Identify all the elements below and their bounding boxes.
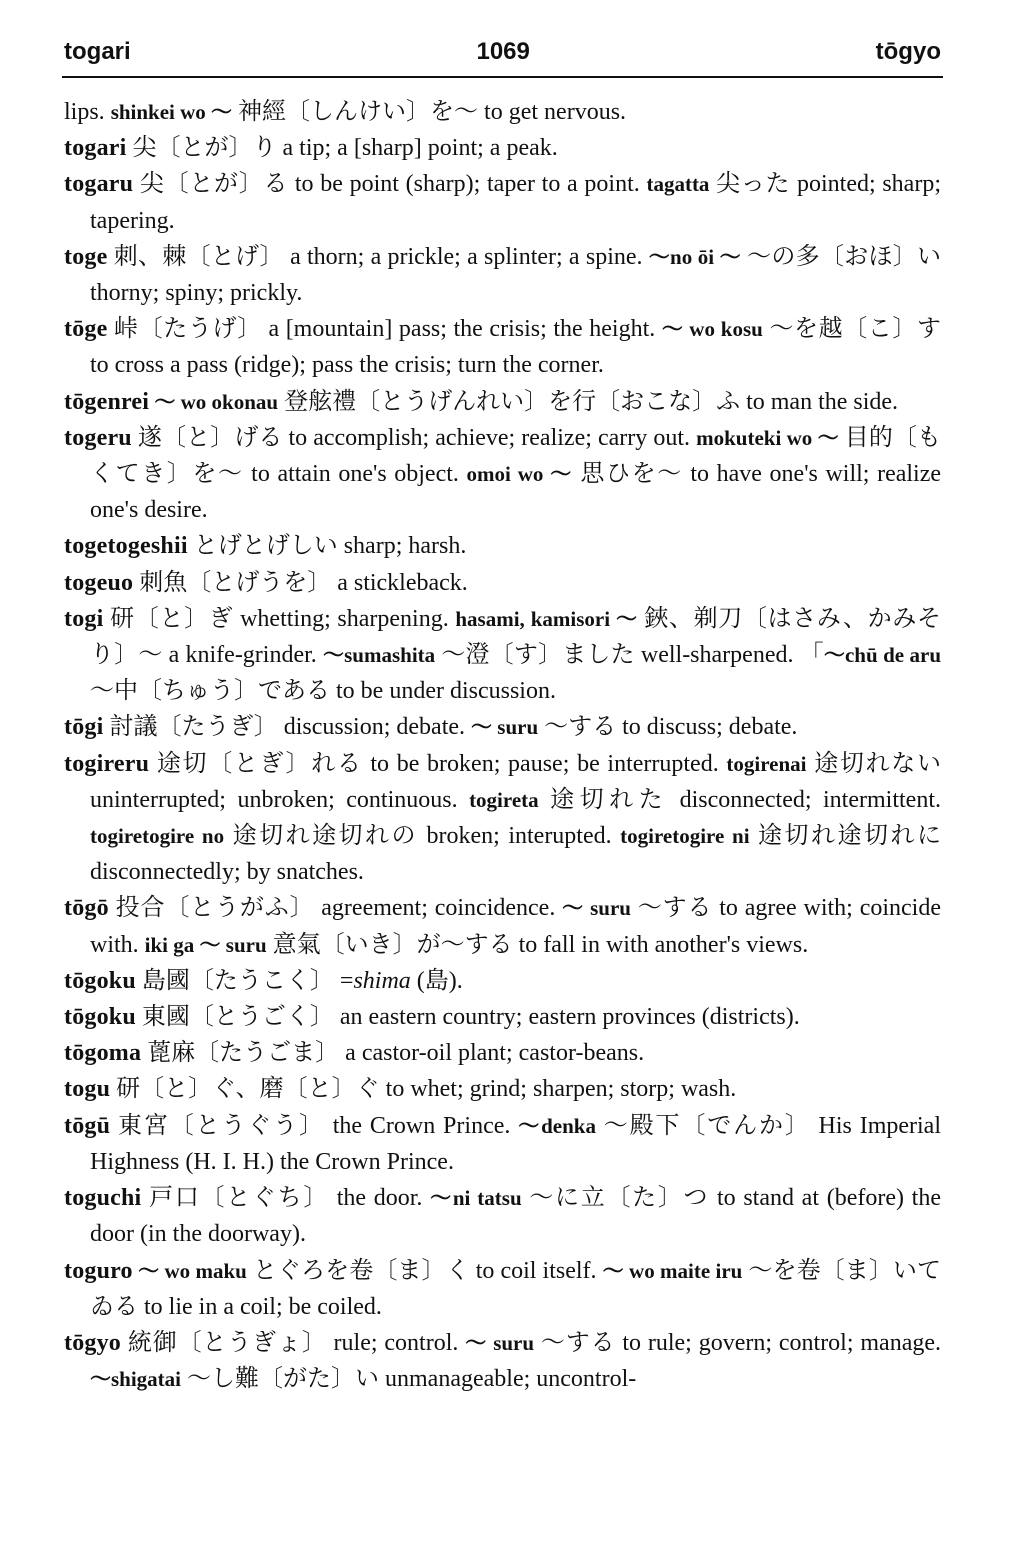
entry-phrase: ～no ōi ～ [648, 244, 741, 269]
entry-phrase: ～ wo okonau [149, 389, 279, 414]
entry-text: 東國〔とうごく〕 an eastern country; eastern provinces (districts). [135, 1004, 800, 1031]
dictionary-entry [64, 1108, 941, 1180]
entry-text: 討議〔たうぎ〕 discussion; debate. [103, 714, 472, 741]
dictionary-entry [64, 1253, 941, 1325]
entry-headword: tōgi [64, 714, 104, 741]
entry-text: 鋏、剃刀〔はさみ、かみそり〕～ a knife-grinder. [90, 605, 941, 669]
entry-text: 統御〔とうぎょ〕 rule; control. [121, 1329, 466, 1356]
entry-text: 蓖麻〔たうごま〕 a castor-oil plant; castor-beans. [141, 1040, 645, 1067]
entry-text: 峠〔たうげ〕 a [mountain] pass; the crisis; the height. [107, 316, 662, 343]
entry-headword: toguchi [64, 1185, 142, 1212]
entry-text: 研〔と〕ぎ whetting; sharpening. [103, 605, 456, 632]
entry-text: 投合〔とうがふ〕 agreement; coincidence. [108, 895, 563, 922]
entry-headword: togeru [64, 424, 132, 451]
entry-phrase: togireta [469, 787, 539, 812]
entry-phrase: ～ wo maku [132, 1258, 247, 1283]
entry-headword: tōgenrei [64, 388, 150, 415]
entry-headword: toguro [64, 1257, 133, 1284]
entry-text: 尖〔とが〕り a tip; a [sharp] point; a peak. [126, 135, 558, 162]
dictionary-entry [64, 1071, 941, 1107]
entry-text: ～に立〔た〕つ to stand at (before) the door (in the doorway). [90, 1185, 941, 1248]
page-number: 1069 [476, 38, 530, 65]
entry-text: ～を越〔こ〕す to cross a pass (ridge); pass the crisis; turn the corner. [90, 316, 941, 379]
entry-phrase: hasami, kamisori ～ [455, 606, 638, 631]
entry-text: とげとげしい sharp; harsh. [187, 533, 467, 560]
entry-phrase: togiretogire no [90, 824, 225, 849]
entry-text: 研〔と〕ぐ、磨〔と〕ぐ to whet; grind; sharpen; storp; wash. [110, 1076, 737, 1103]
entry-phrase: ～ni tatsu [430, 1186, 522, 1211]
entry-text: 途切れ途切れに disconnectedly; by snatches. [90, 823, 941, 886]
entry-headword: toge [64, 243, 108, 270]
entry-headword: tōge [64, 316, 108, 343]
entry-phrase: ～ suru [562, 896, 631, 921]
entry-headword: tōgoku [64, 1004, 136, 1031]
entry-phrase: ～ wo maite iru [602, 1258, 743, 1283]
entry-headword: togaru [64, 171, 134, 198]
entry-text: 途切れた disconnected; intermittent. [538, 786, 941, 813]
header-left-guide-word: togari [64, 38, 131, 65]
entry-phrase: ～shigatai [90, 1367, 182, 1392]
entry-headword: tōgū [64, 1112, 111, 1139]
entry-phrase: omoi wo ～ [466, 462, 573, 487]
entry-text: (島). [410, 967, 463, 994]
entry-text: ～の多〔おほ〕い thorny; spiny; prickly. [90, 243, 942, 307]
dictionary-entry [64, 709, 941, 745]
entry-text: 尖った pointed; sharp; tapering. [90, 171, 941, 234]
entry-text: 尖〔とが〕る to be point (sharp); taper to a point. [133, 171, 647, 198]
entry-text: ～澄〔す〕ました well-sharpened. 「 [435, 642, 824, 669]
entry-text: 途切れ途切れの broken; interupted. [224, 823, 621, 850]
entry-phrase: togirenai [726, 751, 807, 776]
dictionary-entry [64, 94, 941, 130]
entry-text: 途切〔とぎ〕れる to be broken; pause; be interrupted. [149, 750, 727, 777]
entry-text: 島國〔たうこく〕 = [135, 967, 354, 994]
dictionary-entry [64, 130, 941, 166]
entry-phrase: ～ suru [471, 715, 539, 740]
entry-text: ～する to rule; govern; control; manage. [534, 1329, 942, 1356]
entry-headword: togu [64, 1076, 111, 1103]
header-right-guide-word: tōgyo [875, 38, 941, 65]
entry-headword: tōgyo [64, 1329, 121, 1356]
entry-phrase: ～sumashita [322, 643, 436, 668]
entry-text: 東宮〔とうぐう〕 the Crown Prince. [110, 1112, 519, 1139]
entry-phrase: togiretogire ni [620, 824, 750, 849]
entry-text: とぐろを卷〔ま〕く to coil itself. [246, 1257, 603, 1284]
entry-crossref: shima [353, 967, 411, 994]
entry-text: 途切れない uninterrupted; unbroken; continuous. [90, 750, 941, 813]
entry-phrase: iki ga ～ suru [144, 932, 267, 957]
entry-text: ～中〔ちゅう〕である to be under discussion. [90, 678, 556, 705]
entry-phrase: ～chū de aru [823, 643, 942, 668]
entry-text: ～を卷〔ま〕いてゐる to lie in a coil; be coiled. [90, 1257, 941, 1320]
entry-text: 戸口〔とぐち〕 the door. [141, 1185, 431, 1212]
dictionary-entry [64, 1035, 941, 1071]
entry-headword: togari [64, 135, 127, 162]
entry-text: ～し難〔がた〕い unmanageable; uncontrol- [181, 1366, 637, 1393]
entry-text: 刺魚〔とげうを〕 a stickleback. [133, 569, 468, 596]
entry-text: 刺、棘〔とげ〕 a thorn; a prickle; a splinter; a spine. [107, 243, 649, 270]
entry-headword: togetogeshii [64, 533, 188, 560]
entry-phrase: mokuteki wo ～ [696, 425, 839, 450]
dictionary-entry [64, 420, 941, 529]
dictionary-entry [64, 890, 941, 962]
dictionary-entry [64, 384, 941, 420]
entry-text: 登舷禮〔とうげんれい〕を行〔おこな〕ふ to man the side. [278, 388, 899, 415]
entry-headword: togeuo [64, 569, 134, 596]
entry-text: lips. [64, 99, 111, 125]
dictionary-entry [64, 601, 941, 710]
dictionary-entry [64, 999, 941, 1035]
entry-text: 意氣〔いき〕が～する to fall in with another's views. [266, 931, 809, 958]
dictionary-entry [64, 963, 941, 999]
entry-text: 思ひを～ to have one's will; realize one's desire. [90, 461, 942, 524]
entry-phrase: ～denka [518, 1113, 596, 1138]
dictionary-entry [64, 239, 941, 311]
dictionary-entry [64, 166, 941, 238]
entry-phrase: shinkei wo ～ [110, 100, 233, 124]
entry-text: ～する to discuss; debate. [538, 714, 798, 741]
dictionary-entry [64, 565, 941, 601]
dictionary-entry [64, 311, 941, 383]
entry-list [64, 94, 941, 1397]
entry-text: ～殿下〔でんか〕 His Imperial Highness (H. I. H.) the Crown Prince. [90, 1112, 941, 1175]
entry-phrase: ～ suru [465, 1330, 535, 1355]
entry-phrase: tagatta [646, 172, 710, 197]
entry-headword: togi [64, 605, 104, 632]
entry-text: 遂〔と〕げる to accomplish; achieve; realize; carry out. [131, 424, 697, 451]
entry-phrase: ～ wo kosu [661, 317, 763, 342]
dictionary-entry [64, 746, 941, 891]
entry-headword: tōgō [64, 895, 109, 922]
dictionary-entry [64, 528, 941, 564]
entry-text: 目的〔もくてき〕を～ to attain one's object. [90, 424, 941, 488]
dictionary-entry [64, 1180, 941, 1252]
entry-text: ～する to agree with; coincide with. [90, 895, 941, 958]
entry-headword: tōgoma [64, 1040, 142, 1067]
entry-headword: togireru [64, 750, 150, 777]
dictionary-entry [64, 1325, 941, 1397]
entry-headword: tōgoku [64, 967, 136, 994]
header-rule [62, 76, 943, 78]
entry-text: 神經〔しんけい〕を～ to get nervous. [232, 99, 627, 125]
running-head [64, 38, 941, 66]
